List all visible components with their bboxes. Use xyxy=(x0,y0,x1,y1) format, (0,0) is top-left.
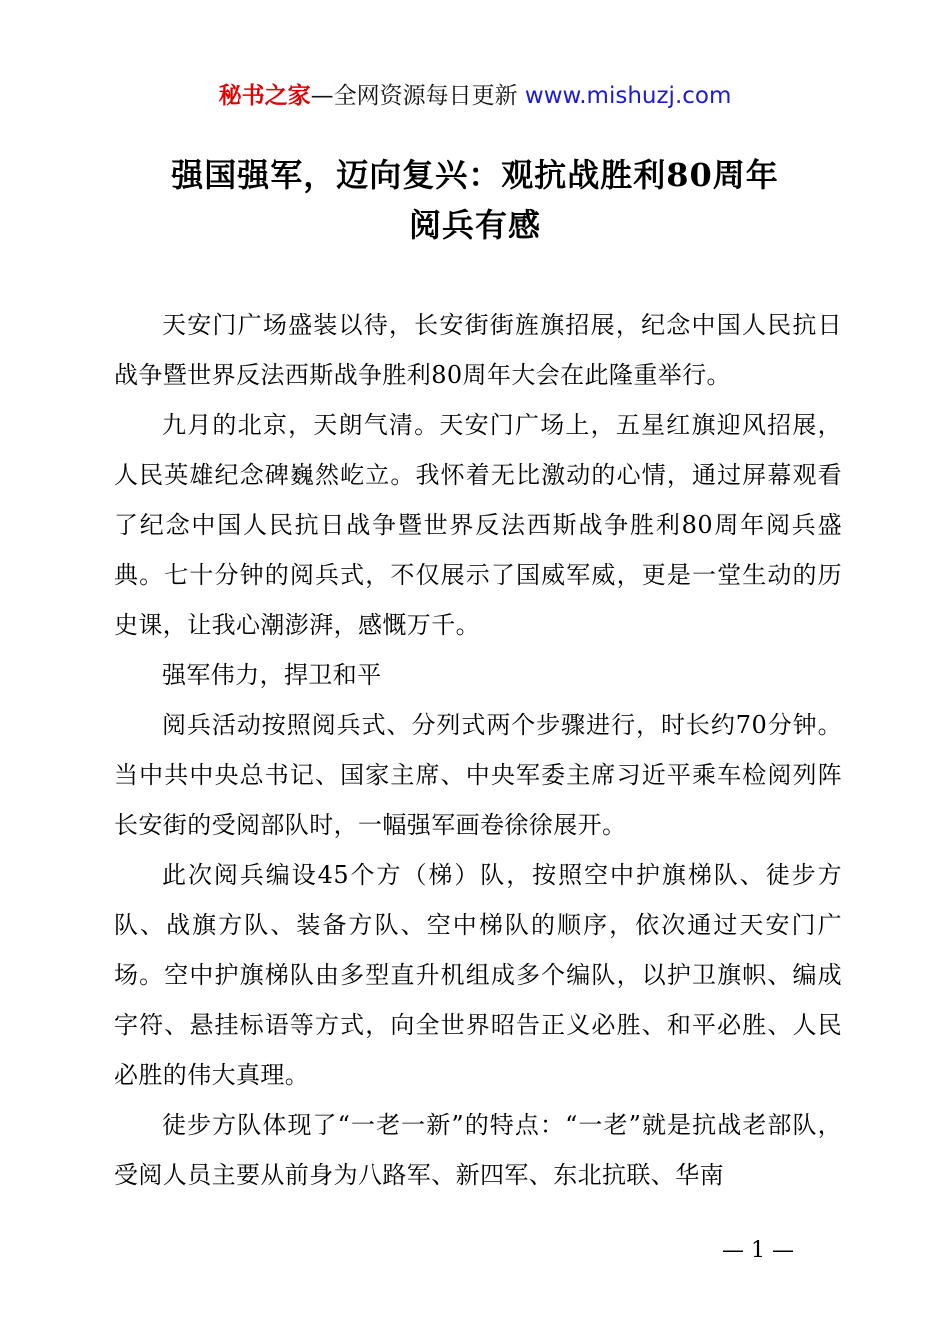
paragraph: 天安门广场盛装以待，长安街街旌旗招展，纪念中国人民抗日战争暨世界反法西斯战争胜利80周年大会在此隆重举行。 xyxy=(114,311,842,389)
site-header xyxy=(0,78,950,114)
paragraph: 徒步方队体现了“一老一新”的特点：“一老”就是抗战老部队，受阅人员主要从前身为八路军、新四军、东北抗联、华南 xyxy=(114,1111,842,1189)
paragraph: 九月的北京，天朗气清。天安门广场上，五星红旗迎风招展，人民英雄纪念碑巍然屹立。我怀着无比激动的心情，通过屏幕观看了纪念中国人民抗日战争暨世界反法西斯战争胜利80周年阅兵盛典。七十分钟的阅兵式，不仅展示了国威军威，更是一堂生动的历史课，让我心潮澎湃，感慨万千。 xyxy=(114,411,842,639)
document-title xyxy=(60,150,890,250)
page-number: — 1 — xyxy=(722,1238,794,1263)
document-body xyxy=(114,300,842,1200)
section-heading: 强军伟力，捍卫和平 xyxy=(162,661,382,689)
site-tagline: —全网资源每日更新 xyxy=(310,83,525,109)
title-line-1: 强国强军，迈向复兴：观抗战胜利80周年 xyxy=(171,156,779,194)
title-line-2: 阅兵有感 xyxy=(408,206,541,244)
paragraph: 此次阅兵编设45个方（梯）队，按照空中护旗梯队、徒步方队、战旗方队、装备方队、空中梯队的顺序，依次通过天安门广场。空中护旗梯队由多型直升机组成多个编队，以护卫旗帜、编成字符、悬挂标语等方式，向全世界昭告正义必胜、和平必胜、人民必胜的伟大真理。 xyxy=(114,861,842,1089)
paragraph: 阅兵活动按照阅兵式、分列式两个步骤进行，时长约70分钟。当中共中央总书记、国家主席、中央军委主席习近平乘车检阅列阵长安街的受阅部队时，一幅强军画卷徐徐展开。 xyxy=(114,711,842,839)
site-brand: 秘书之家 xyxy=(218,83,311,109)
site-url-link[interactable]: www.mishuzj.com xyxy=(524,83,732,109)
